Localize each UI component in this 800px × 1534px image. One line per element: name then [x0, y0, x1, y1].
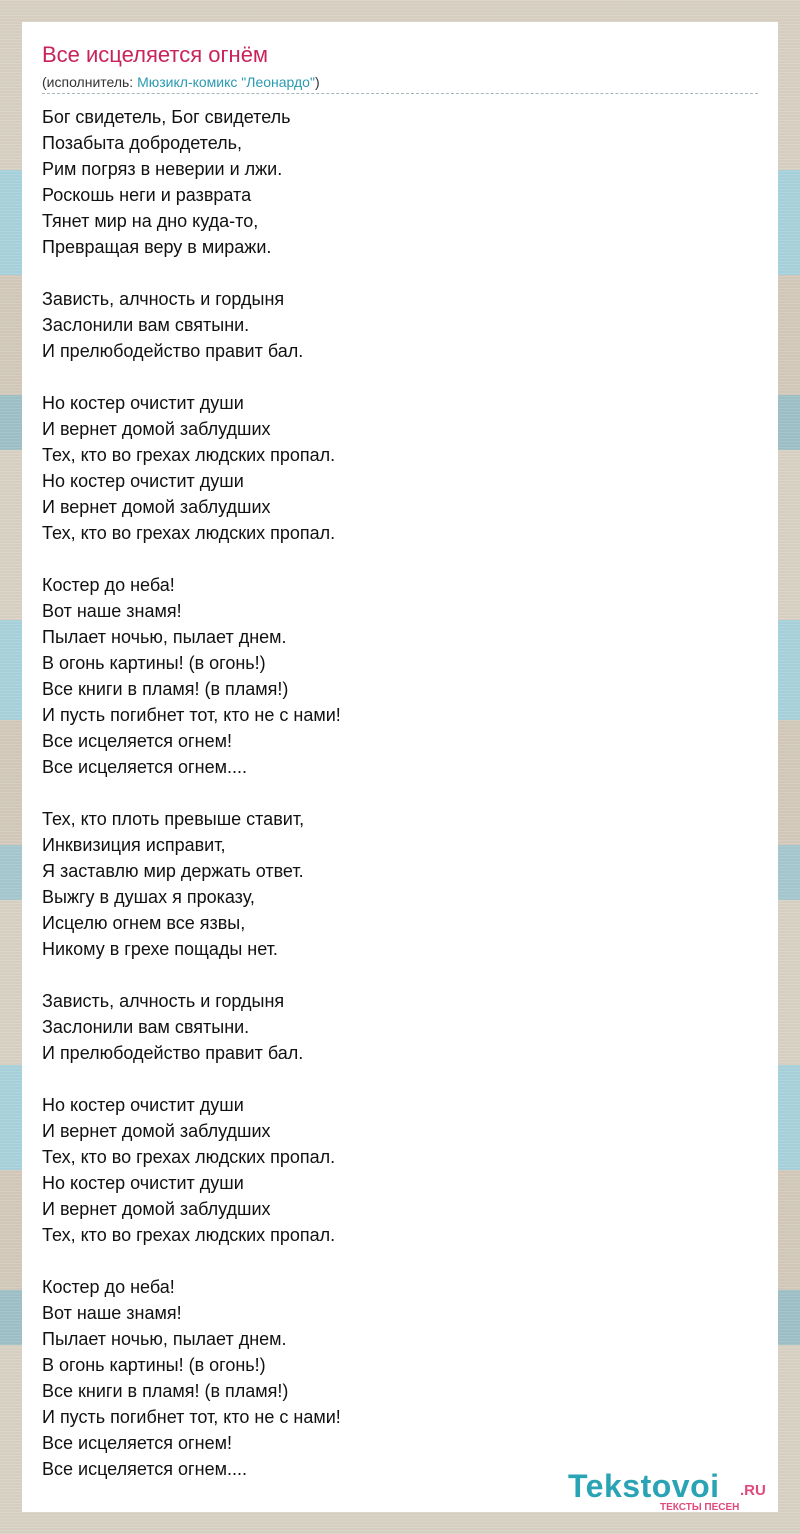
logo-tld: .RU — [740, 1482, 766, 1499]
lyrics-card — [22, 22, 778, 1512]
performer-line — [42, 74, 320, 90]
site-logo[interactable] — [568, 1468, 774, 1513]
logo-tagline: ТЕКСТЫ ПЕСЕН — [660, 1502, 740, 1513]
performer-suffix: ) — [314, 74, 320, 90]
song-title: Все исцеляется огнём — [42, 42, 269, 67]
dashed-divider — [42, 93, 758, 94]
lyrics-text: Бог свидетель, Бог свидетель Позабыта добродетель, Рим погряз в неверии и лжи. Роскошь неги и разврата Тянет мир на дно куда-то, Превращая веру в миражи. Зависть, алчность и гордыня Заслонили вам святыни. И прелюбодейство правит бал. Но костер очистит души И вернет домой заблудших Тех, кто во грехах людских пропал. Но костер очистит души И вернет домой заблудших Тех, кто во грехах людских пропал. Костер до неба! Вот наше знамя! Пылает ночью, пылает днем. В огонь картины! (в огонь!) Все книги в пламя! (в пламя!) И пусть погибнет тот, кто не с нами! Все исцеляется огнем! Все исцеляется огнем.... Тех, кто плоть превыше ставит, Инквизиция исправит, Я заставлю мир держать ответ. Выжгу в душах я проказу, Исцелю огнем все язвы, Никому в грехе пощады нет. Зависть, алчность и гордыня Заслонили вам святыни. И прелюбодейство правит бал. Но костер очистит души И вернет домой заблудших Тех, кто во грехах людских пропал. Но костер очистит души И вернет домой заблудших Тех, кто во грехах людских пропал. Костер до неба! Вот наше знамя! Пылает ночью, пылает днем. В огонь картины! (в огонь!) Все книги в пламя! (в пламя!) И пусть погибнет тот, кто не с нами! Все исцеляется огнем! Все исцеляется огнем.... — [42, 107, 341, 1479]
performer-prefix: (исполнитель: — [42, 74, 138, 90]
logo-name: Tekstovoi — [568, 1468, 720, 1504]
performer-link[interactable]: Мюзикл-комикс "Леонардо" — [137, 74, 315, 90]
